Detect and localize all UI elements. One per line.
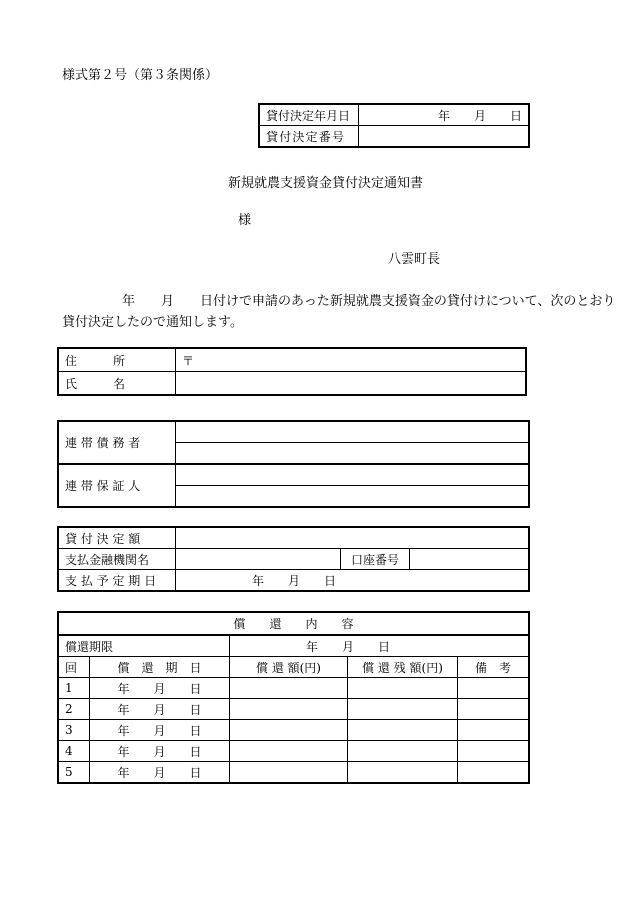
payment-date-label: 支 払 予 定 期 日 [58,570,176,592]
row-amount [230,741,348,762]
amount-value [176,527,530,549]
address-value: 〒 [176,348,527,372]
bank-value [176,549,341,570]
row-date: 年 月 日 [90,720,230,741]
header-amount: 償 還 額(円) [230,657,348,678]
row-remarks [458,762,530,784]
name-label: 氏 名 [58,372,176,396]
loan-table [57,526,530,592]
row-date: 年 月 日 [90,699,230,720]
guarantor-label: 連 帯 保 証 人 [58,464,176,507]
decision-number-value [359,126,530,148]
row-amount [230,678,348,699]
row-no: 2 [58,699,90,720]
table-row [58,699,529,720]
row-remarks [458,678,530,699]
addressee-suffix: 様 [238,213,252,228]
joint-debtor-line-1 [176,421,530,443]
repayment-table [57,611,530,784]
body-line-1: 年 月 日付けで申請のあった新規就農支援資金の貸付けについて、次のとおり [122,294,616,309]
table-row [58,762,529,784]
row-remarks [458,741,530,762]
account-label: 口座番号 [341,549,410,570]
row-date: 年 月 日 [90,678,230,699]
row-no: 1 [58,678,90,699]
row-amount [230,762,348,784]
row-remarks [458,699,530,720]
joint-debtor-line-2 [176,443,530,465]
row-no: 5 [58,762,90,784]
row-amount [230,699,348,720]
joint-table [57,420,530,508]
account-value [410,549,530,570]
header-no: 回 [58,657,90,678]
amount-label: 貸 付 決 定 額 [58,527,176,549]
decision-number-label: 貸付決定番号 [259,126,359,148]
decision-box [258,103,530,148]
row-no: 4 [58,741,90,762]
header-balance: 償 還 残 額(円) [348,657,458,678]
body-line-2: 貸付決定したので通知します。 [62,315,243,330]
repayment-period-label: 償還期限 [58,635,230,657]
decision-date-label: 貸付決定年月日 [259,104,359,126]
table-row [58,741,529,762]
repayment-period-value: 年 月 日 [230,635,530,657]
bank-label: 支払金融機関名 [58,549,176,570]
decision-date-value: 年 月 日 [359,104,530,126]
row-balance [348,720,458,741]
row-balance [348,678,458,699]
row-balance [348,699,458,720]
issuer: 八雲町長 [388,252,441,267]
header-remarks: 備 考 [458,657,530,678]
address-label: 住 所 [58,348,176,372]
applicant-table [57,347,527,396]
row-balance [348,762,458,784]
row-amount [230,720,348,741]
table-row [58,720,529,741]
guarantor-line-1 [176,464,530,486]
header-date: 償 還 期 日 [90,657,230,678]
row-date: 年 月 日 [90,762,230,784]
name-value [176,372,527,396]
row-date: 年 月 日 [90,741,230,762]
guarantor-line-2 [176,486,530,508]
table-row [58,678,529,699]
repayment-title: 償 還 内 容 [58,612,529,635]
payment-date-value: 年 月 日 [176,570,530,592]
joint-debtor-label: 連 帯 債 務 者 [58,421,176,464]
document-title: 新規就農支援資金貸付決定通知書 [228,176,424,191]
row-remarks [458,720,530,741]
row-balance [348,741,458,762]
row-no: 3 [58,720,90,741]
form-number: 様式第２号（第３条関係） [62,68,219,83]
